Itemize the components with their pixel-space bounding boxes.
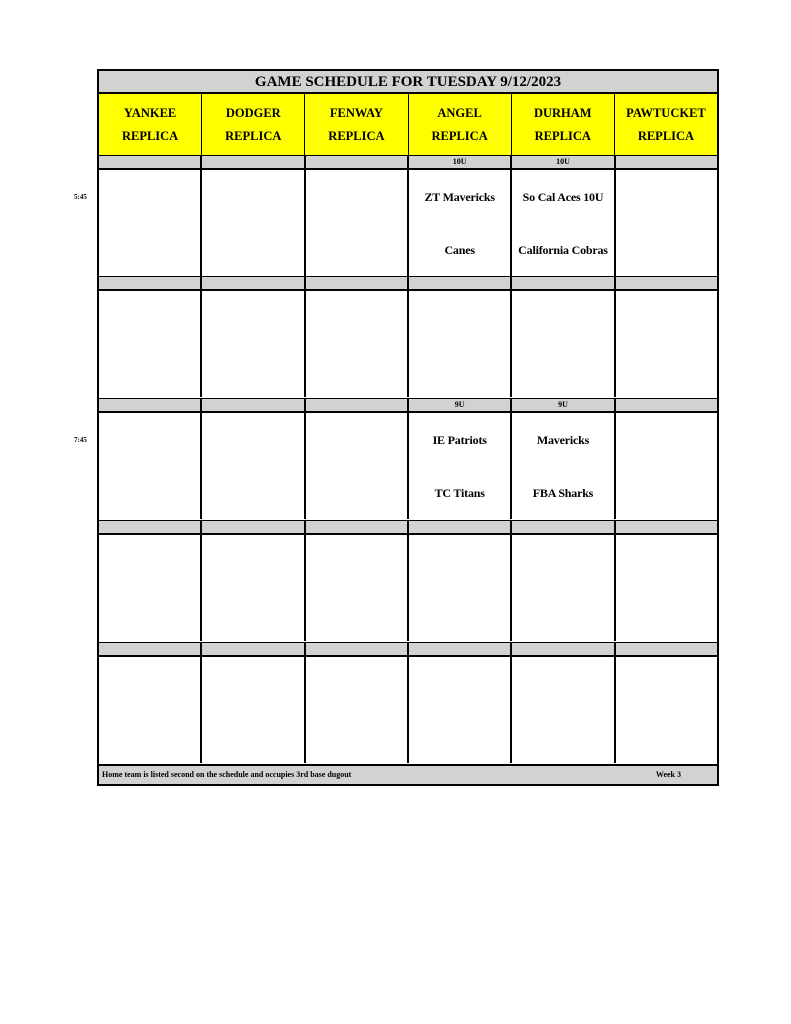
division-cell	[202, 277, 305, 289]
division-cell	[512, 521, 615, 533]
division-cell	[306, 521, 409, 533]
time-slot-block	[99, 398, 717, 519]
game-row	[99, 170, 717, 276]
division-strip	[99, 642, 717, 657]
away-team: IE Patriots	[432, 433, 487, 447]
game-cell	[512, 291, 615, 397]
game-row	[99, 291, 717, 397]
division-cell	[99, 156, 202, 168]
time-slot-block	[99, 155, 717, 276]
game-cell	[409, 413, 512, 519]
game-cell	[616, 657, 717, 763]
field-sub: REPLICA	[431, 128, 488, 143]
division-strip	[99, 520, 717, 535]
game-cell	[99, 413, 202, 519]
game-row	[99, 657, 717, 763]
game-cell	[306, 413, 409, 519]
field-sub: REPLICA	[534, 128, 591, 143]
field-sub: REPLICA	[121, 128, 179, 143]
division-cell	[616, 156, 717, 168]
division-cell	[202, 399, 305, 411]
game-cell	[409, 535, 512, 641]
field-name: PAWTUCKET	[626, 106, 706, 120]
division-cell	[306, 277, 409, 289]
division-cell	[306, 643, 409, 655]
away-team: Mavericks	[536, 433, 590, 447]
division-cell	[512, 277, 615, 289]
time-slot-block	[99, 276, 717, 397]
field-header-pawtucket	[615, 94, 717, 155]
field-header-fenway	[305, 94, 408, 155]
division-cell	[306, 156, 409, 168]
game-cell	[409, 291, 512, 397]
schedule-footer	[99, 764, 717, 784]
game-cell	[99, 535, 202, 641]
game-cell	[306, 170, 409, 276]
game-cell	[512, 413, 615, 519]
game-cell	[202, 170, 305, 276]
field-name: ANGEL	[437, 106, 482, 120]
schedule-title: GAME SCHEDULE FOR TUESDAY 9/12/2023	[99, 71, 717, 94]
away-team: ZT Mavericks	[424, 190, 495, 204]
game-cell	[512, 170, 615, 276]
game-cell	[616, 413, 717, 519]
division-cell: 10U	[409, 156, 512, 168]
division-cell	[202, 521, 305, 533]
division-cell	[99, 399, 202, 411]
time-label: 5:45	[74, 193, 87, 201]
field-sub: REPLICA	[328, 128, 385, 143]
field-name: DURHAM	[533, 106, 592, 120]
field-name: YANKEE	[123, 106, 177, 120]
division-strip	[99, 276, 717, 291]
game-cell	[409, 170, 512, 276]
game-cell	[616, 291, 717, 397]
schedule-sheet	[97, 69, 719, 786]
division-cell	[409, 277, 512, 289]
game-cell	[202, 413, 305, 519]
game-cell	[99, 170, 202, 276]
time-slot-block	[99, 520, 717, 641]
game-row	[99, 535, 717, 641]
division-cell	[616, 521, 717, 533]
game-cell	[99, 291, 202, 397]
game-cell	[202, 291, 305, 397]
time-label: 7:45	[74, 436, 87, 444]
division-cell	[202, 156, 305, 168]
field-header-dodger	[202, 94, 305, 155]
field-sub: REPLICA	[637, 128, 695, 143]
game-cell	[202, 657, 305, 763]
field-header-durham	[512, 94, 615, 155]
game-cell	[616, 170, 717, 276]
division-cell	[409, 521, 512, 533]
game-cell	[99, 657, 202, 763]
home-team: Canes	[444, 243, 475, 257]
division-cell	[616, 399, 717, 411]
game-cell	[306, 657, 409, 763]
field-sub: REPLICA	[225, 128, 282, 143]
game-cell	[409, 657, 512, 763]
field-header-angel	[409, 94, 512, 155]
game-cell	[616, 535, 717, 641]
game-cell	[512, 657, 615, 763]
division-cell: 9U	[409, 399, 512, 411]
game-cell	[306, 291, 409, 397]
division-strip	[99, 155, 717, 170]
game-cell	[306, 535, 409, 641]
home-team: TC Titans	[434, 486, 485, 500]
field-header-row	[99, 94, 717, 155]
division-cell: 9U	[512, 399, 615, 411]
game-row	[99, 413, 717, 519]
division-cell	[306, 399, 409, 411]
home-team: California Cobras	[518, 243, 608, 257]
footer-note: Home team is listed second on the schedule and occupies 3rd base dugout	[102, 770, 352, 779]
division-cell	[202, 643, 305, 655]
game-cell	[512, 535, 615, 641]
division-cell	[616, 277, 717, 289]
time-slot-block	[99, 642, 717, 763]
division-strip	[99, 398, 717, 413]
division-cell	[409, 643, 512, 655]
field-name: FENWAY	[329, 106, 383, 120]
week-label: Week 3	[655, 770, 681, 779]
division-cell	[512, 643, 615, 655]
division-cell	[616, 643, 717, 655]
field-header-yankee	[99, 94, 202, 155]
game-cell	[202, 535, 305, 641]
field-name: DODGER	[225, 106, 281, 120]
home-team: FBA Sharks	[532, 486, 594, 500]
away-team: So Cal Aces 10U	[522, 190, 604, 204]
division-cell: 10U	[512, 156, 615, 168]
division-cell	[99, 277, 202, 289]
division-cell	[99, 643, 202, 655]
division-cell	[99, 521, 202, 533]
